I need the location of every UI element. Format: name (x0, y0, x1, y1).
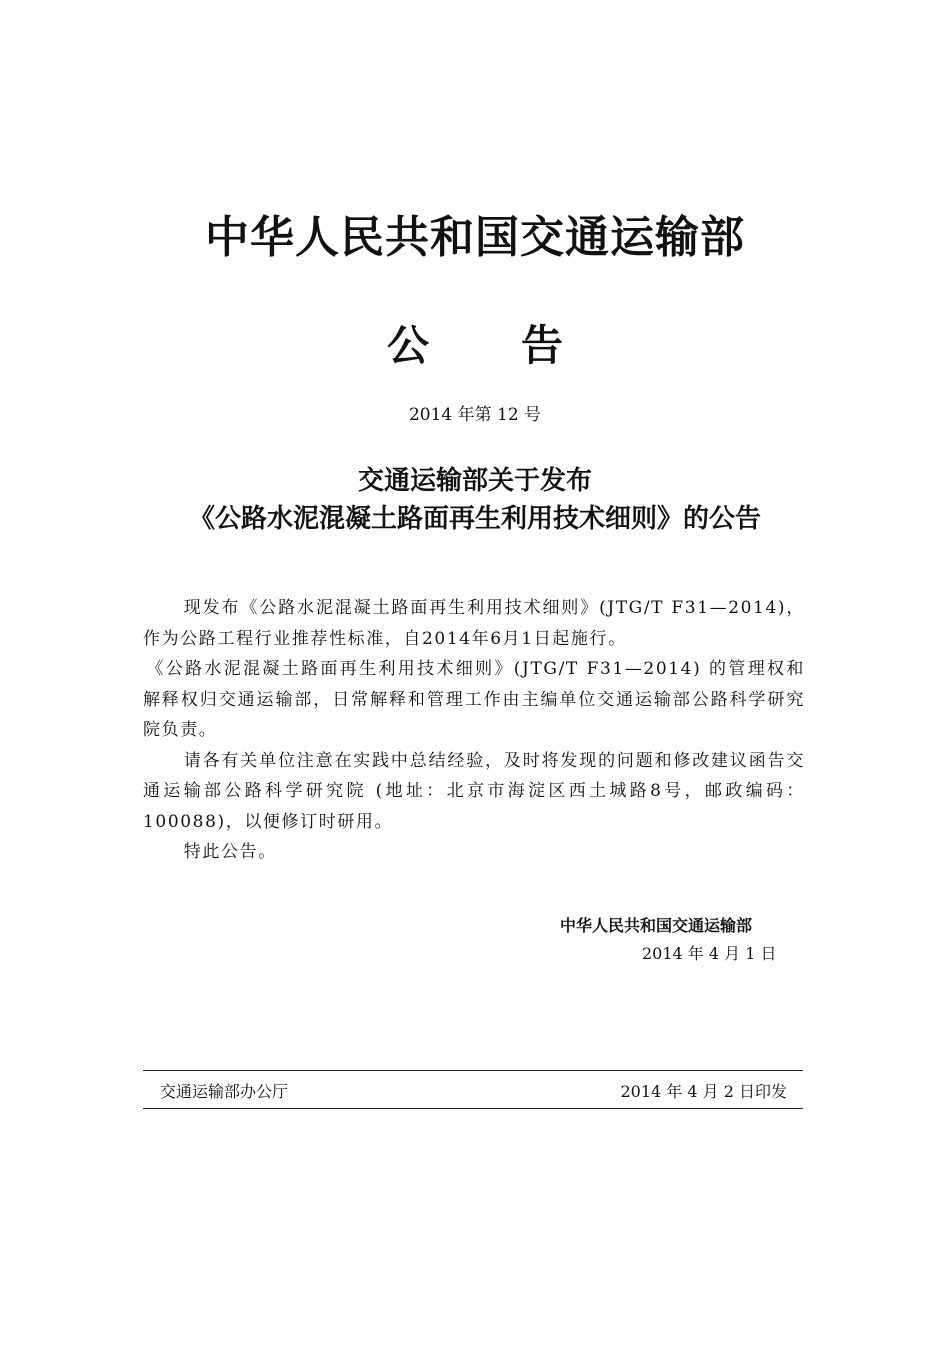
subject-title (0, 462, 950, 538)
subject-line-1: 交通运输部关于发布 (357, 466, 592, 496)
notice-heading (0, 316, 950, 376)
subject-line-2: 《公路水泥混凝土路面再生利用技术细则》的公告 (188, 504, 761, 534)
signature-block (560, 912, 800, 968)
footer-print-date: 2014 年 4 月 2 日印发 (620, 1082, 787, 1101)
ministry-title: 中华人民共和国交通运输部 (205, 212, 745, 263)
notice-heading-char-1: 公 (386, 321, 429, 370)
footer-top-rule (143, 1070, 803, 1071)
body-paragraph-2: 《公路水泥混凝土路面再生利用技术细则》(JTG/T F31—2014) 的管理权和解释权归交通运输部，日常解释和管理工作由主编单位交通运输部公路科学研究院负责。 (143, 659, 805, 740)
signature-organization: 中华人民共和国交通运输部 (560, 916, 753, 935)
announcement-body (143, 593, 805, 868)
footer-bottom-rule (143, 1108, 803, 1109)
document-number: 2014 年第 12 号 (408, 405, 542, 425)
body-paragraph-3: 请各有关单位注意在实践中总结经验，及时将发现的问题和修改建议函告交通运输部公路科学研究院 (地址：北京市海淀区西土城路8号，邮政编码：100088)，以便修订时研用。 (143, 750, 805, 832)
footer-issuer: 交通运输部办公厅 (160, 1082, 289, 1101)
signature-date: 2014 年 4 月 1 日 (642, 944, 777, 963)
body-paragraph-1: 现发布《公路水泥混凝土路面再生利用技术细则》(JTG/T F31—2014)，作为公路工程行业推荐性标准，自2014年6月1日起施行。 (143, 598, 805, 649)
body-paragraph-4: 特此公告。 (183, 842, 277, 862)
notice-heading-char-2: 告 (521, 321, 564, 370)
